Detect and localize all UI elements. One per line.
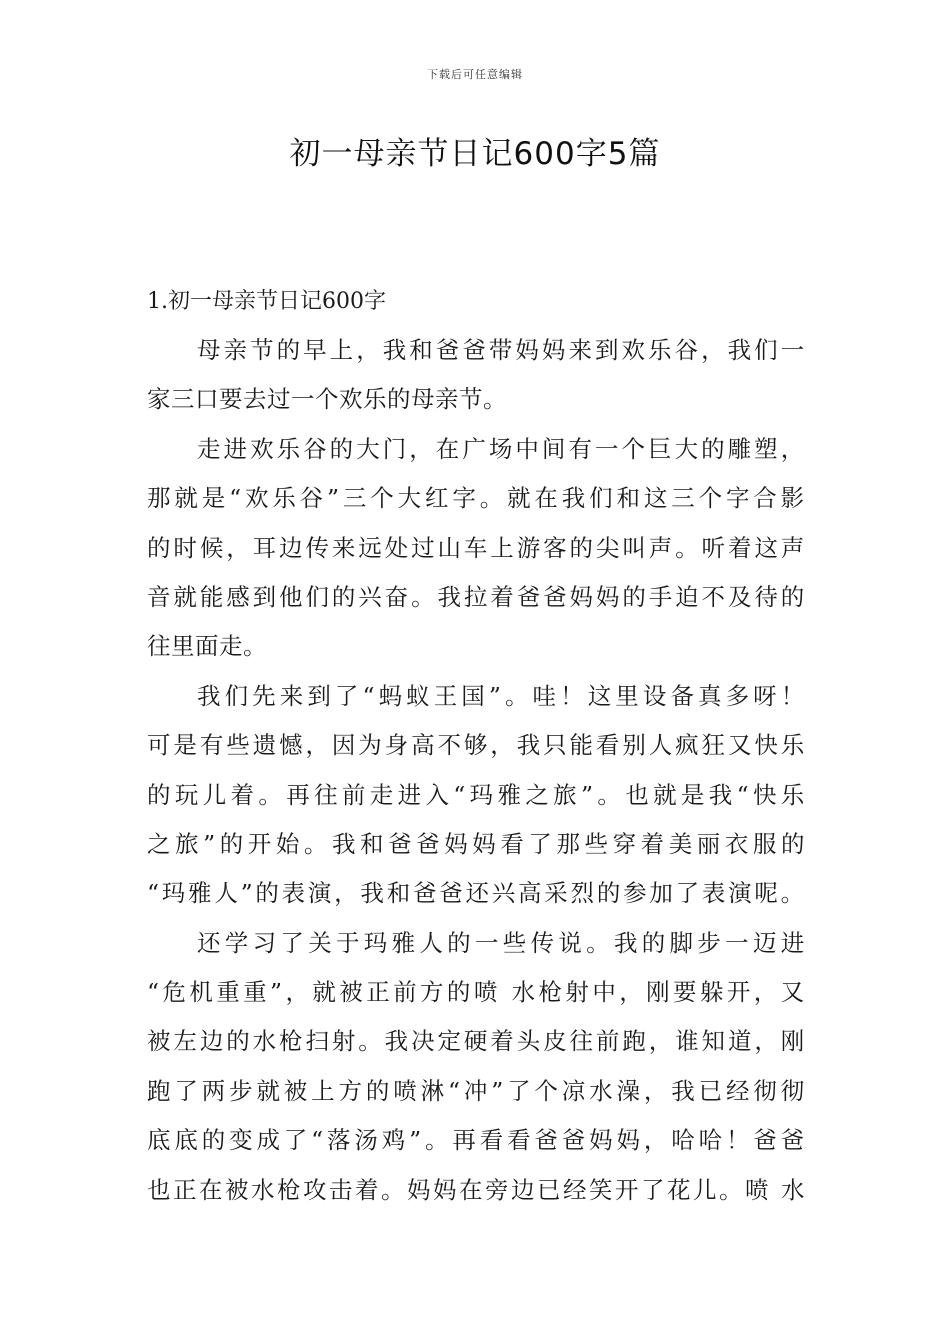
section-heading: 1.初一母亲节日记600字 [147,289,386,314]
text-line: 底 底 的 变 成 了 “ 落 汤 鸡 ” 。 再 看 看 爸 爸 妈 妈 ， 哈 哈 ！ 爸 爸 [147,1126,805,1155]
article-body [147,278,805,1215]
text-line: 之 旅 ” 的 开 始 。 我 和 爸 爸 妈 妈 看 了 那 些 穿 着 美 丽 衣 服 的 [147,829,805,858]
document-title: 初一母亲节日记600字5篇 [289,136,661,172]
header-note: 下载后可任意编辑 [427,68,523,81]
text-line: 音 就 能 感 到 他 们 的 兴 奋 。 我 拉 着 爸 爸 妈 妈 的 手 迫 不 及 待 的 [147,582,805,611]
text-line: 往 里 面 走 。 [147,632,267,661]
text-line: “ 危 机 重 重 ” ， 就 被 正 前 方 的 喷 水 枪 射 中 ， 刚 要 躲 开 ， 又 [147,978,805,1007]
paragraph-lines [147,326,805,1215]
text-line: 走 进 欢 乐 谷 的 大 门 ， 在 广 场 中 间 有 一 个 巨 大 的 雕 塑 ， [197,434,805,463]
text-line: 被 左 边 的 水 枪 扫 射 。 我 决 定 硬 着 头 皮 往 前 跑 ， 谁 知 道 ， 刚 [147,1027,805,1056]
text-line: 跑 了 两 步 就 被 上 方 的 喷 淋 “ 冲 ” 了 个 凉 水 澡 ， 我 已 经 彻 彻 [147,1076,805,1105]
text-line: 可 是 有 些 遗 憾 ， 因 为 身 高 不 够 ， 我 只 能 看 别 人 疯 狂 又 快 乐 [147,731,805,760]
text-line: 那 就 是 “ 欢 乐 谷 ” 三 个 大 红 字 。 就 在 我 们 和 这 三 个 字 合 影 [147,484,805,513]
text-line: 还 学 习 了 关 于 玛 雅 人 的 一 些 传 说 。 我 的 脚 步 一 迈 进 [197,928,805,957]
text-line: 也 正 在 被 水 枪 攻 击 着 。 妈 妈 在 旁 边 已 经 笑 开 了 花 儿 。 喷 水 [147,1175,805,1204]
text-line: 我 们 先 来 到 了 “ 蚂 蚁 王 国 ” 。 哇 ！ 这 里 设 备 真 多 呀 ！ [197,681,805,710]
text-line: “ 玛 雅 人 ” 的 表 演 ， 我 和 爸 爸 还 兴 高 采 烈 的 参 加 了 表 演 呢 。 [147,879,805,908]
text-line: 母 亲 节 的 早 上 ， 我 和 爸 爸 带 妈 妈 来 到 欢 乐 谷 ， 我 们 一 [197,336,805,364]
text-line: 的 玩 儿 着 。 再 往 前 走 进 入 “ 玛 雅 之 旅 ” 。 也 就 是 我 “ 快 乐 [147,780,805,809]
text-line: 家 三 口 要 去 过 一 个 欢 乐 的 母 亲 节 。 [147,385,507,414]
text-line: 的 时 候 ， 耳 边 传 来 远 处 过 山 车 上 游 客 的 尖 叫 声 。 听 着 这 声 [147,533,805,562]
